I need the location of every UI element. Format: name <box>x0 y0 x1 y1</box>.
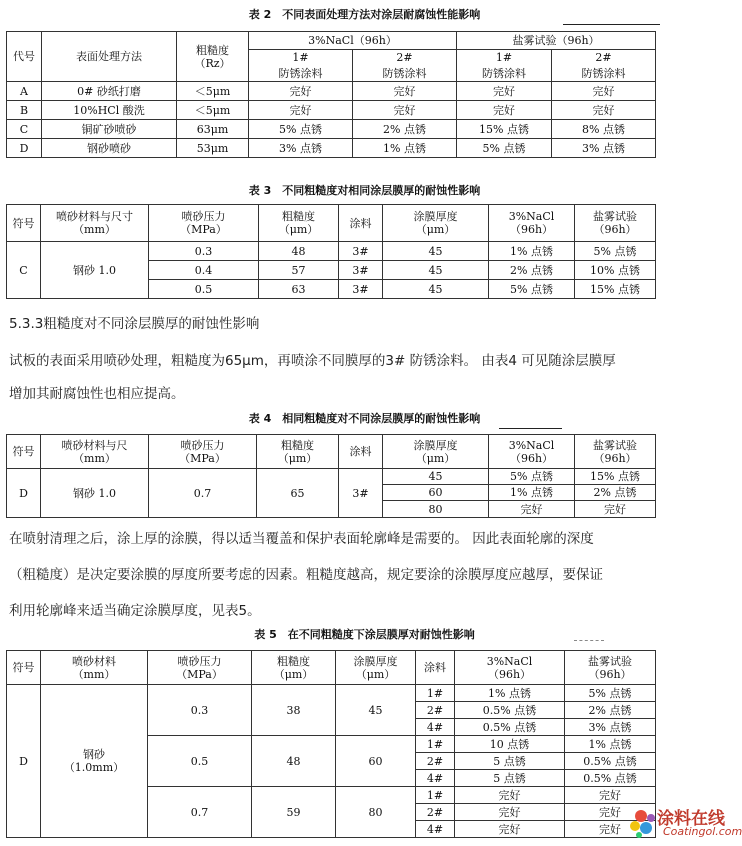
cell: ＜5μm <box>177 101 249 120</box>
cell: 80 <box>336 787 416 838</box>
t4-h: 涂料 <box>339 435 383 469</box>
t4-h: 涂膜厚度 （μm） <box>383 435 489 469</box>
cell: 完好 <box>552 101 656 120</box>
t5-h: 3%NaCl （96h） <box>455 651 565 685</box>
cell: 完好 <box>575 501 656 518</box>
cell: 1% 点锈 <box>489 242 575 261</box>
cell: 1# <box>416 787 455 804</box>
t2-h-sub2: 防锈涂料 <box>552 66 656 82</box>
t4-h: 喷砂压力 （MPa） <box>149 435 257 469</box>
watermark-text: 涂料在线 <box>657 809 725 829</box>
t2-h-sub2: 防锈涂料 <box>457 66 552 82</box>
t3-h: 喷砂材料与尺寸 （mm） <box>41 205 149 242</box>
cell: 45 <box>336 685 416 736</box>
cell: 38 <box>252 685 336 736</box>
cell: 3# <box>339 469 383 518</box>
watermark-logo <box>627 804 742 842</box>
cell: 3# <box>339 261 383 280</box>
table2-caption: 表 2 不同表面处理方法对涂层耐腐蚀性能影响 <box>248 8 481 21</box>
cell: 60 <box>336 736 416 787</box>
cell: C <box>7 120 42 139</box>
cell: 完好 <box>552 82 656 101</box>
t5-h: 涂膜厚度 （μm） <box>336 651 416 685</box>
table2-top-rule <box>563 24 660 25</box>
cell: 0.5% 点锈 <box>455 702 565 719</box>
cell: 3% 点锈 <box>249 139 353 158</box>
cell: 0.5 <box>148 736 252 787</box>
t2-h-sub: 1# <box>457 50 552 66</box>
cell: 5% 点锈 <box>575 242 656 261</box>
cell: 钢砂 1.0 <box>41 242 149 299</box>
cell: 10%HCl 酸洗 <box>42 101 177 120</box>
cell: 45 <box>383 469 489 485</box>
cell: 15% 点锈 <box>575 469 656 485</box>
t2-h-roughness <box>177 32 249 82</box>
cell: 4# <box>416 770 455 787</box>
cell: 0# 砂纸打磨 <box>42 82 177 101</box>
cell: 5 点锈 <box>455 770 565 787</box>
cell: 完好 <box>455 787 565 804</box>
cell: 钢砂 （1.0mm） <box>41 685 148 838</box>
table3 <box>6 204 656 299</box>
t2-h-sub: 2# <box>552 50 656 66</box>
cell: 3# <box>339 280 383 299</box>
cell: D <box>7 469 41 518</box>
t4-h: 喷砂材料与尺 （mm） <box>41 435 149 469</box>
cell: 45 <box>383 242 489 261</box>
cell: 53μm <box>177 139 249 158</box>
paint-splash-icon <box>627 806 659 840</box>
table5-caption: 表 5 在不同粗糙度下涂层膜厚对耐蚀性影响 <box>254 628 475 641</box>
table-row <box>7 120 656 139</box>
t4-h: 3%NaCl （96h） <box>489 435 575 469</box>
cell: 3% 点锈 <box>565 719 656 736</box>
table-row <box>7 139 656 158</box>
table-row <box>7 469 656 485</box>
cell: 3% 点锈 <box>552 139 656 158</box>
t3-h: 符号 <box>7 205 41 242</box>
cell: 5% 点锈 <box>457 139 552 158</box>
t5-h: 盐雾试验 （96h） <box>565 651 656 685</box>
cell: 2% 点锈 <box>353 120 457 139</box>
t3-h: 喷砂压力 （MPa） <box>149 205 259 242</box>
t2-h-method: 表面处理方法 <box>42 32 177 82</box>
t5-h: 喷砂压力 （MPa） <box>148 651 252 685</box>
t2-h-roughness-label: 粗糙度 <box>196 43 229 57</box>
table5 <box>6 650 656 838</box>
t2-h-code: 代号 <box>7 32 42 82</box>
cell: 钢砂喷砂 <box>42 139 177 158</box>
table4 <box>6 434 656 518</box>
t2-h-sub: 1# <box>249 50 353 66</box>
table4-caption: 表 4 相同粗糙度对不同涂层膜厚的耐蚀性影响 <box>248 412 481 425</box>
cell: 65 <box>257 469 339 518</box>
cell: 钢砂 1.0 <box>41 469 149 518</box>
cell: 3# <box>339 242 383 261</box>
cell: 0.7 <box>148 787 252 838</box>
t5-h: 涂料 <box>416 651 455 685</box>
cell: 完好 <box>565 804 656 821</box>
cell: 完好 <box>353 101 457 120</box>
table-row <box>7 685 656 702</box>
cell: 0.5% 点锈 <box>565 753 656 770</box>
cell: 0.4 <box>149 261 259 280</box>
cell: 0.7 <box>149 469 257 518</box>
t3-h: 涂料 <box>339 205 383 242</box>
cell: 完好 <box>565 787 656 804</box>
cell: 完好 <box>249 101 353 120</box>
cell: 1% 点锈 <box>353 139 457 158</box>
cell: 8% 点锈 <box>552 120 656 139</box>
cell: 2# <box>416 753 455 770</box>
cell: 0.5% 点锈 <box>565 770 656 787</box>
table5-top-rule <box>574 640 604 641</box>
cell: 2# <box>416 702 455 719</box>
cell: 80 <box>383 501 489 518</box>
cell: 48 <box>259 242 339 261</box>
t2-h-sub2: 防锈涂料 <box>353 66 457 82</box>
cell: 2# <box>416 804 455 821</box>
cell: 45 <box>383 280 489 299</box>
cell: 1% 点锈 <box>565 736 656 753</box>
t4-h: 粗糙度 （μm） <box>257 435 339 469</box>
table-row <box>7 242 656 261</box>
watermark-url: Coatingol.com <box>663 825 742 838</box>
paragraph-line: 在喷射清理之后，涂上厚的涂膜，得以适当覆盖和保护表面轮廓峰是需要的。 因此表面轮廓的深度 <box>9 531 594 547</box>
cell: 2% 点锈 <box>565 702 656 719</box>
paragraph-line: 增加其耐腐蚀性也相应提高。 <box>9 386 185 402</box>
cell: 完好 <box>455 804 565 821</box>
t3-h: 涂膜厚度 （μm） <box>383 205 489 242</box>
t5-h: 喷砂材料 （mm） <box>41 651 148 685</box>
table2 <box>6 31 656 158</box>
cell: 15% 点锈 <box>457 120 552 139</box>
table-row <box>7 101 656 120</box>
cell: 60 <box>383 485 489 501</box>
paragraph-line: 利用轮廓峰来适当确定涂膜厚度，见表5。 <box>9 603 261 619</box>
cell: 2% 点锈 <box>575 485 656 501</box>
cell: C <box>7 242 41 299</box>
t2-h-sub: 2# <box>353 50 457 66</box>
t3-h: 3%NaCl （96h） <box>489 205 575 242</box>
cell: 5 点锈 <box>455 753 565 770</box>
t2-h-roughness-unit: （Rz） <box>194 56 231 70</box>
paragraph-line: 试板的表面采用喷砂处理，粗糙度为65μm，再喷涂不同膜厚的3# 防锈涂料。 由表4 可见随涂层膜厚 <box>9 353 616 369</box>
cell: ＜5μm <box>177 82 249 101</box>
table4-top-rule <box>499 428 562 429</box>
cell: 10% 点锈 <box>575 261 656 280</box>
cell: 0.5 <box>149 280 259 299</box>
t4-h: 符号 <box>7 435 41 469</box>
cell: 15% 点锈 <box>575 280 656 299</box>
table3-caption: 表 3 不同粗糙度对相同涂层膜厚的耐蚀性影响 <box>248 184 481 197</box>
cell: 59 <box>252 787 336 838</box>
t3-h: 盐雾试验 （96h） <box>575 205 656 242</box>
cell: 4# <box>416 821 455 838</box>
t2-h-salt: 盐雾试验（96h） <box>457 32 656 50</box>
cell: 完好 <box>353 82 457 101</box>
t5-h: 符号 <box>7 651 41 685</box>
t3-h: 粗糙度 （μm） <box>259 205 339 242</box>
cell: 5% 点锈 <box>565 685 656 702</box>
cell: 铜矿砂喷砂 <box>42 120 177 139</box>
cell: A <box>7 82 42 101</box>
cell: 完好 <box>457 101 552 120</box>
cell: 1# <box>416 685 455 702</box>
cell: 5% 点锈 <box>489 280 575 299</box>
cell: 1% 点锈 <box>489 485 575 501</box>
cell: 完好 <box>457 82 552 101</box>
paragraph-line: （粗糙度）是决定要涂膜的厚度所要考虑的因素。粗糙度越高，规定要涂的涂膜厚度应越厚，要保证 <box>9 567 603 583</box>
cell: 完好 <box>249 82 353 101</box>
cell: 4# <box>416 719 455 736</box>
cell: 完好 <box>489 501 575 518</box>
cell: 10 点锈 <box>455 736 565 753</box>
cell: B <box>7 101 42 120</box>
section-title: 5.3.3粗糙度对不同涂层膜厚的耐蚀性影响 <box>9 316 260 332</box>
cell: 完好 <box>565 821 656 838</box>
cell: 1# <box>416 736 455 753</box>
cell: D <box>7 139 42 158</box>
t2-h-nacl: 3%NaCl（96h） <box>249 32 457 50</box>
cell: 63 <box>259 280 339 299</box>
cell: D <box>7 685 41 838</box>
cell: 2% 点锈 <box>489 261 575 280</box>
cell: 45 <box>383 261 489 280</box>
t2-h-sub2: 防锈涂料 <box>249 66 353 82</box>
cell: 1% 点锈 <box>455 685 565 702</box>
cell: 完好 <box>455 821 565 838</box>
cell: 48 <box>252 736 336 787</box>
t4-h: 盐雾试验 （96h） <box>575 435 656 469</box>
cell: 0.3 <box>148 685 252 736</box>
table-row <box>7 82 656 101</box>
cell: 5% 点锈 <box>489 469 575 485</box>
cell: 63μm <box>177 120 249 139</box>
cell: 57 <box>259 261 339 280</box>
cell: 5% 点锈 <box>249 120 353 139</box>
cell: 0.3 <box>149 242 259 261</box>
t5-h: 粗糙度 （μm） <box>252 651 336 685</box>
cell: 0.5% 点锈 <box>455 719 565 736</box>
